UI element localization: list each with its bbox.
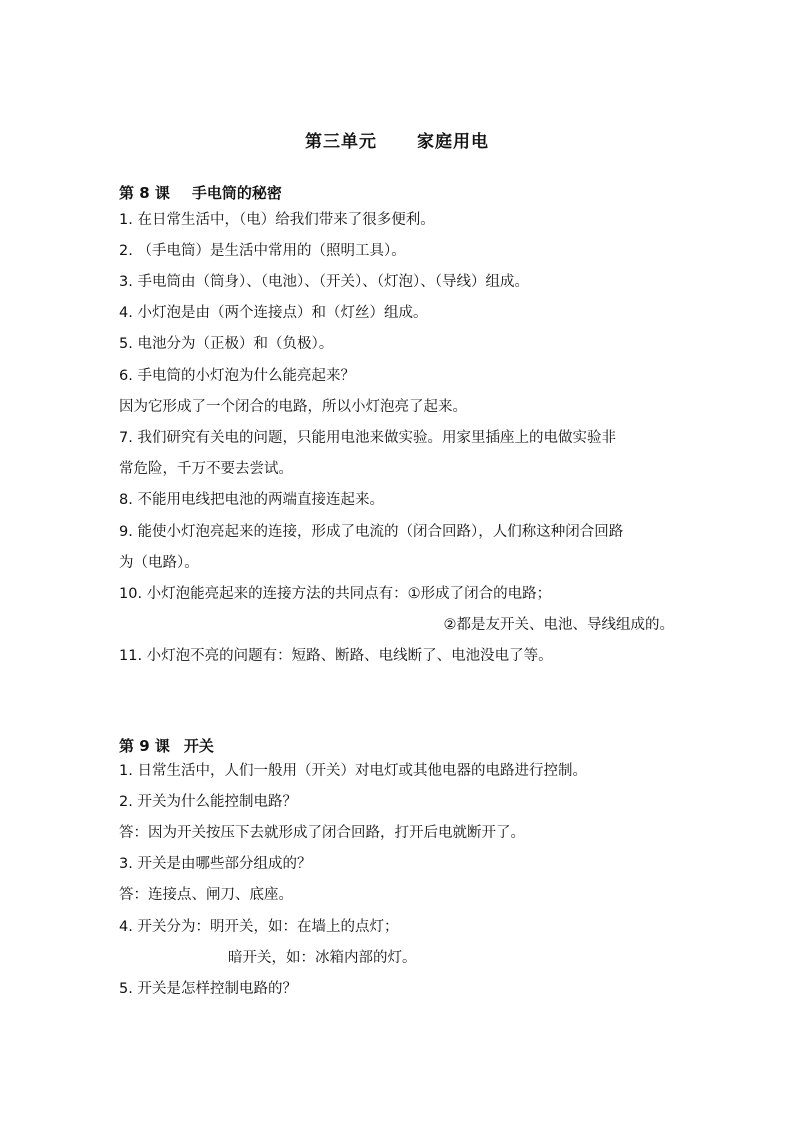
lesson-9-number: 第 9 课 <box>119 737 170 755</box>
lesson-9-heading <box>119 735 214 756</box>
lesson-8-number: 第 8 课 <box>119 184 170 202</box>
lesson-8-line-1: 1. 在日常生活中，（电）给我们带来了很多便利。 <box>119 212 435 228</box>
lesson-8-heading <box>119 182 282 203</box>
unit-title <box>0 127 794 152</box>
lesson-9-line-5: 答：连接点、闸刀、底座。 <box>119 887 293 903</box>
lesson-8-line-13: 10. 小灯泡能亮起来的连接方法的共同点有：①形成了闭合的电路； <box>119 586 552 602</box>
lesson-8-line-12: 为（电路）。 <box>119 555 199 571</box>
lesson-8-line-6: 6. 手电筒的小灯泡为什么能亮起来？ <box>119 368 355 384</box>
unit-number: 第三单元 <box>305 132 377 152</box>
lesson-8-line-14: ②都是友开关、电池、导线组成的。 <box>443 617 674 633</box>
lesson-8-line-9: 常危险，千万不要去尝试。 <box>119 461 293 477</box>
lesson-8-line-4: 4. 小灯泡是由（两个连接点）和（灯丝）组成。 <box>119 305 428 321</box>
lesson-9-line-7: 暗开关，如：冰箱内部的灯。 <box>228 950 417 966</box>
lesson-9-line-6: 4. 开关分为：明开关，如：在墙上的点灯； <box>119 919 399 935</box>
lesson-8-name: 手电筒的秘密 <box>191 184 282 202</box>
lesson-8-line-8: 7. 我们研究有关电的问题，只能用电池来做实验。用家里插座上的电做实验非 <box>119 430 616 446</box>
lesson-8-line-11: 9. 能使小灯泡亮起来的连接，形成了电流的（闭合回路），人们称这种闭合回路 <box>119 524 624 540</box>
lesson-9-line-1: 1. 日常生活中，人们一般用（开关）对电灯或其他电器的电路进行控制。 <box>119 763 587 779</box>
unit-name: 家庭用电 <box>417 132 489 152</box>
lesson-8-line-15: 11. 小灯泡不亮的问题有：短路、断路、电线断了、电池没电了等。 <box>119 648 553 664</box>
lesson-8-line-10: 8. 不能用电线把电池的两端直接连起来。 <box>119 492 384 508</box>
lesson-9-name: 开关 <box>183 737 214 755</box>
lesson-9-line-8: 5. 开关是怎样控制电路的？ <box>119 981 297 997</box>
lesson-8-line-5: 5. 电池分为（正极）和（负极）。 <box>119 336 334 352</box>
lesson-8-line-2: 2. （手电筒）是生活中常用的（照明工具）。 <box>119 243 406 259</box>
lesson-9-line-4: 3. 开关是由哪些部分组成的？ <box>119 856 312 872</box>
lesson-8-line-7: 因为它形成了一个闭合的电路，所以小灯泡亮了起来。 <box>119 399 467 415</box>
lesson-9-line-3: 答：因为开关按压下去就形成了闭合回路，打开后电就断开了。 <box>119 825 525 841</box>
lesson-8-line-3: 3. 手电筒由（筒身）、（电池）、（开关）、（灯泡）、（导线）组成。 <box>119 274 529 290</box>
lesson-9-line-2: 2. 开关为什么能控制电路？ <box>119 794 297 810</box>
